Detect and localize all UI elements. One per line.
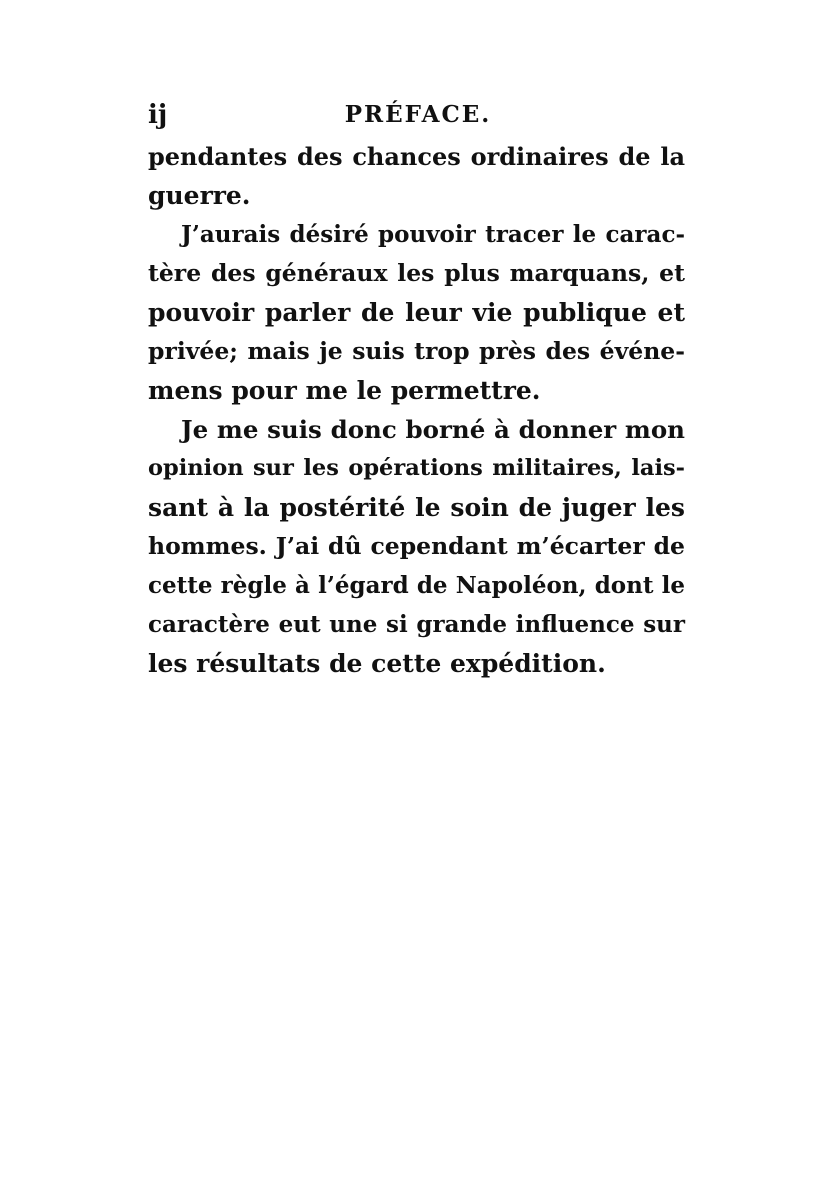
text-line: pouvoir parler de leur vie publique et	[148, 298, 685, 327]
text-line: opinion sur les opérations militaires, lais-	[148, 455, 685, 481]
text-line: mens pour me le permettre.	[148, 376, 541, 405]
text-line: hommes. J’ai dû cependant m’écarter de	[148, 532, 685, 560]
text-line: les résultats de cette expédition.	[148, 649, 606, 678]
text-line: cette règle à l’égard de Napoléon, dont le	[148, 572, 685, 599]
text-line: Je me suis donc borné à donner mon	[181, 415, 685, 444]
paragraph-1	[148, 137, 685, 215]
text-line: pendantes des chances ordinaires de la	[148, 142, 685, 171]
text-line: caractère eut une si grande influence sur	[148, 611, 685, 638]
running-head	[148, 98, 688, 132]
text-line: sant à la postérité le soin de juger les	[148, 493, 685, 522]
page-number: ij	[148, 100, 168, 130]
text-line: tère des généraux les plus marquans, et	[148, 259, 685, 287]
paragraph-2	[148, 215, 685, 410]
paragraph-3	[148, 410, 685, 683]
running-title: PRÉFACE.	[344, 101, 492, 128]
text-line: guerre.	[148, 181, 251, 210]
text-line: J’aurais désiré pouvoir tracer le carac-	[181, 221, 685, 248]
text-line: privée; mais je suis trop près des événe-	[148, 337, 685, 365]
body-text	[148, 137, 685, 683]
